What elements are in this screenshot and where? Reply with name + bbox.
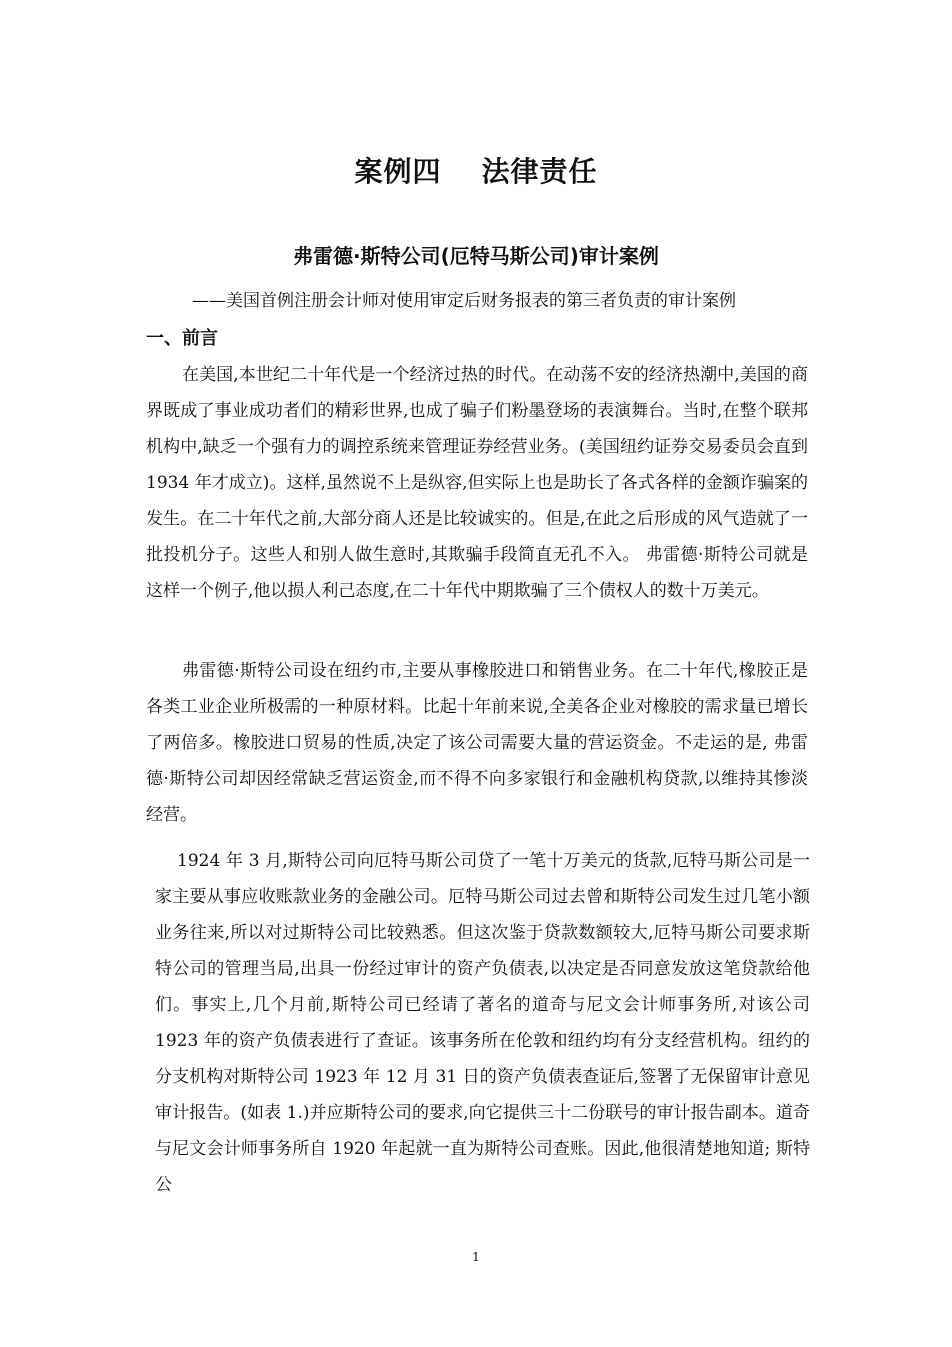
page-number: 1	[472, 1250, 480, 1264]
body-paragraph-1: 在美国,本世纪二十年代是一个经济过热的时代。在动荡不安的经济热潮中,美国的商界既成了事业成功者们的精彩世界,也成了骗子们粉墨登场的表演舞台。当时,在整个联邦机构中,缺乏一个强有力的调控系统来管理证券经营业务。(美国纽约证券交易委员会直到 1934 年才成立)。这样,虽然说不上是纵容,但实际上也是助长了各式各样的金额诈骗案的发生。在二十年代之前,大部分商人还是比较诚实的。但是,在此之后形成的风气造就了一批投机分子。这些人和别人做生意时,其欺骗手段简直无孔不入。 弗雷德·斯特公司就是这样一个例子,他以损人利己态度,在二十年代中期欺骗了三个债权人的数十万美元。	[146, 365, 808, 601]
title-part-2: 法律责任	[481, 155, 598, 188]
body-paragraph-2: 弗雷德·斯特公司设在纽约市,主要从事橡胶进口和销售业务。在二十年代,橡胶正是各类工业企业所极需的一种原材料。比起十年前来说,全美各企业对橡胶的需求量已增长了两倍多。橡胶进口贸易的性质,决定了该公司需要大量的营运资金。不走运的是, 弗雷德·斯特公司却因经常缺乏营运资金,而不得不向多家银行和金融机构贷款,以维持其惨淡经营。	[146, 661, 808, 825]
title-part-1: 案例四	[354, 155, 442, 188]
case-subtitle: 弗雷德·斯特公司(厄特马斯公司)审计案例	[293, 244, 659, 268]
page-title	[0, 150, 952, 190]
body-paragraph-3: 1924 年 3 月,斯特公司向厄特马斯公司贷了一笔十万美元的货款,厄特马斯公司是一家主要从事应收账款业务的金融公司。厄特马斯公司过去曾和斯特公司发生过几笔小额业务往来,所以对过斯特公司比较熟悉。但这次鉴于贷款数额较大,厄特马斯公司要求斯特公司的管理当局,出具一份经过审计的资产负债表,以决定是否同意发放这笔贷款给他们。事实上,几个月前,斯特公司已经请了著名的道奇与尼文会计师事务所,对该公司 1923 年的资产负债表进行了查证。该事务所在伦敦和纽约均有分支经营机构。纽约的分支机构对斯特公司 1923 年 12 月 31 日的资产负债表查证后,签署了无保留审计意见审计报告。(如表 1.)并应斯特公司的要求,向它提供三十二份联号的审计报告副本。道奇与尼文会计师事务所自 1920 年起就一直为斯特公司查账。因此,他很清楚地知道; 斯特公	[155, 851, 810, 1195]
case-tagline: ——美国首例注册会计师对使用审定后财务报表的第三者负责的审计案例	[192, 291, 736, 311]
section-heading-preface: 一、前言	[146, 328, 218, 349]
